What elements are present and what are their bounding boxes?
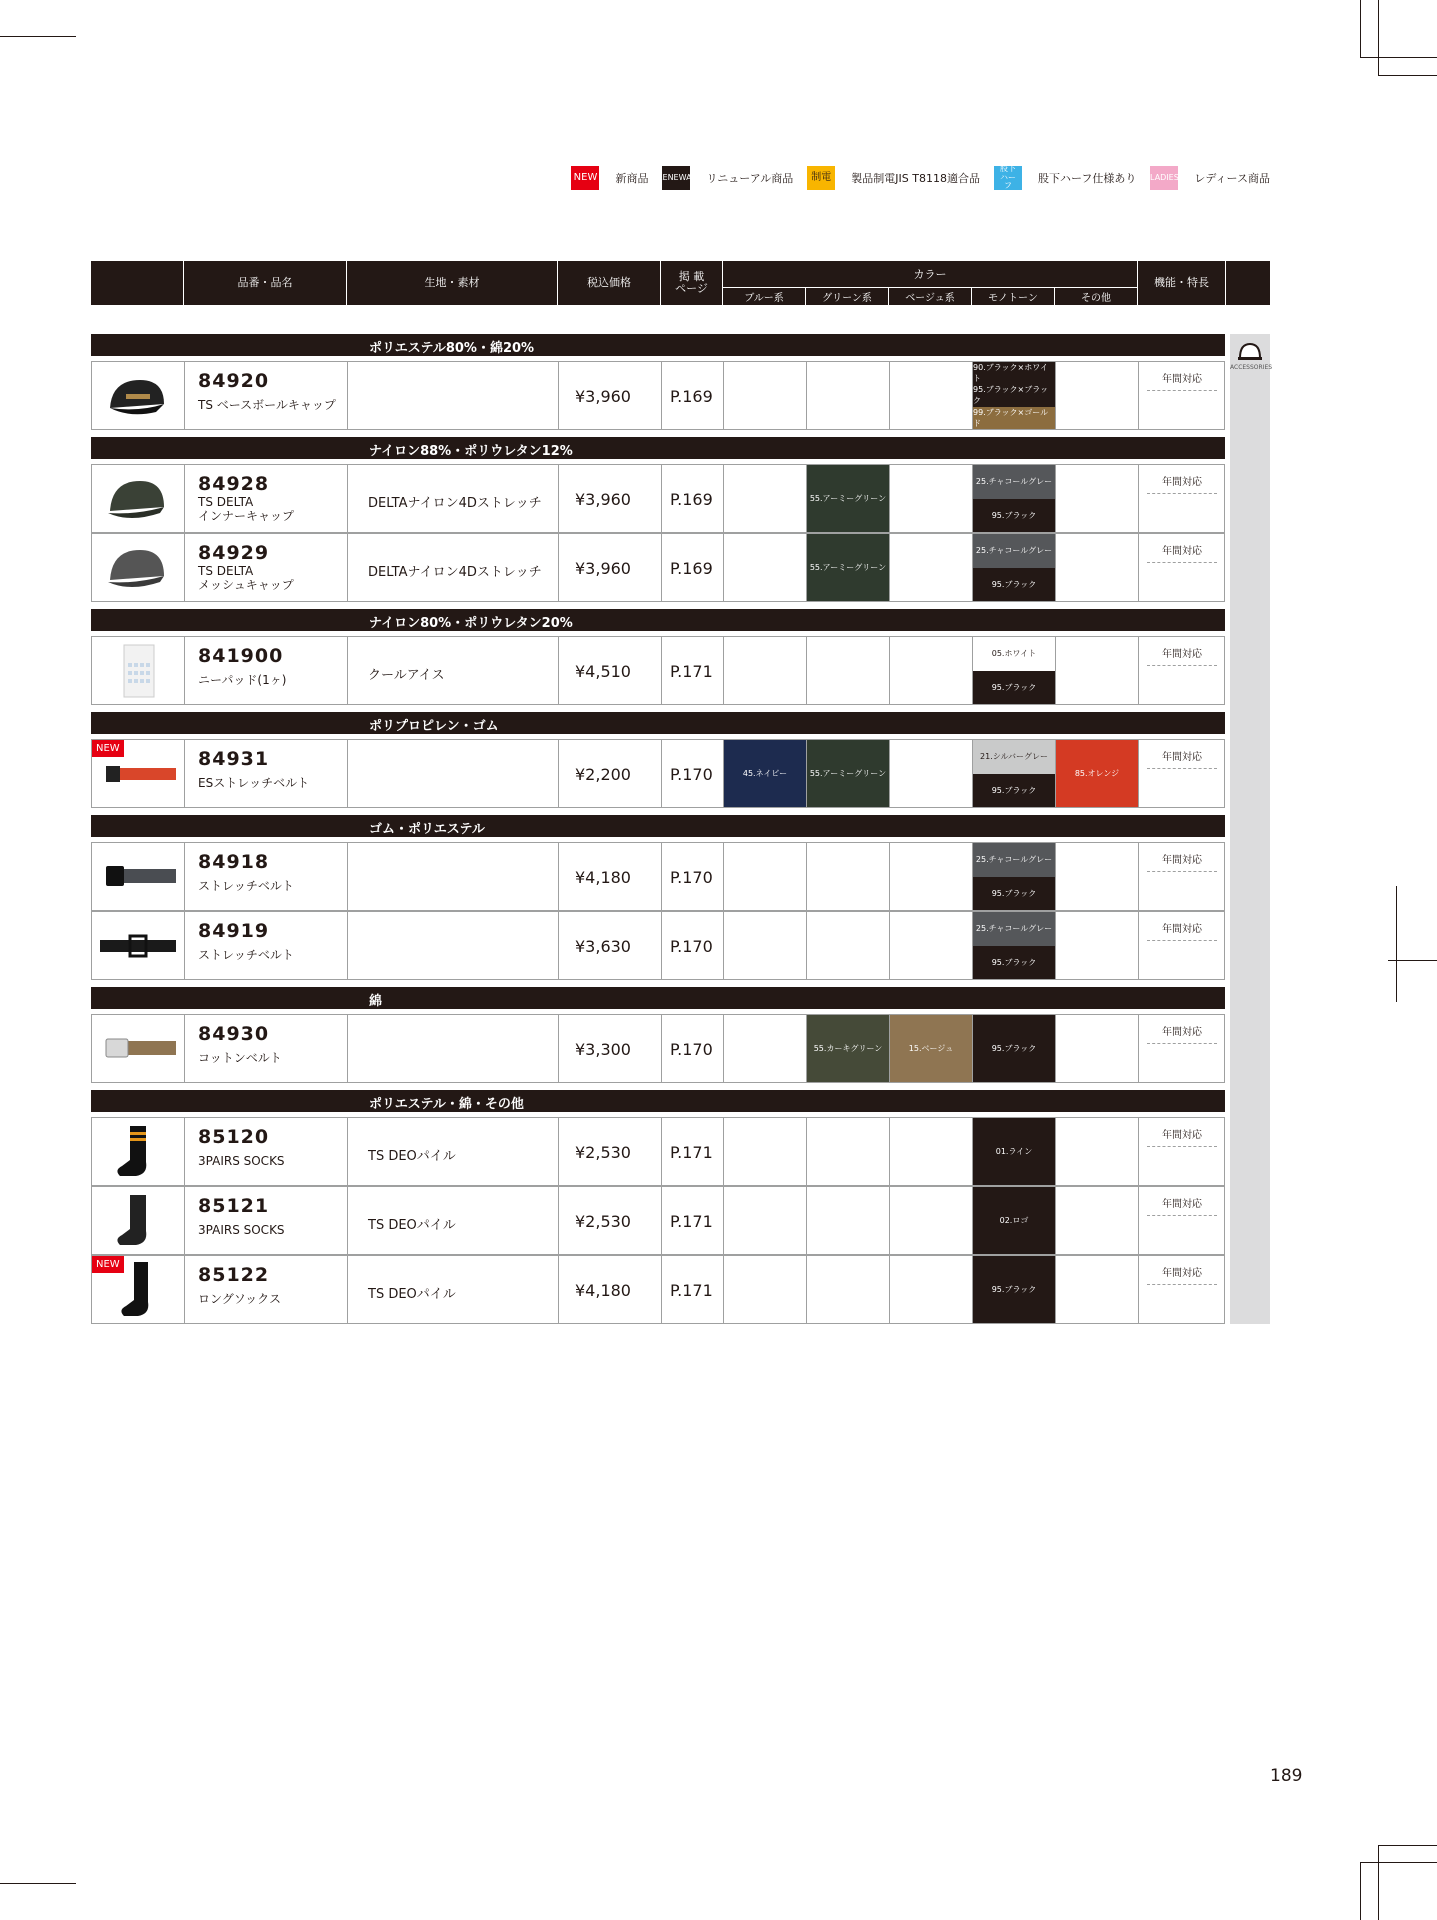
table-cell: [661, 912, 723, 979]
table-cell: [1138, 1118, 1226, 1185]
table-cell: [184, 1187, 347, 1254]
table-cell: [806, 1187, 889, 1254]
product-name: ストレッチベルト: [198, 948, 294, 962]
color-swatch: 90.ブラック×ホワイト: [973, 362, 1055, 384]
table-cell: [723, 843, 806, 910]
legend-item: [994, 166, 1136, 190]
table-cell: [1055, 465, 1138, 532]
table-cell: [723, 1015, 806, 1082]
table-cell: [347, 912, 558, 979]
legend-badge: LADIES: [1150, 166, 1178, 190]
table-cell: [1055, 362, 1138, 429]
product-feature: 年間対応: [1147, 370, 1217, 391]
product-code: 85122: [198, 1264, 270, 1286]
section-title: ポリプロピレン・ゴム: [369, 719, 499, 734]
table-cell: [184, 1015, 347, 1082]
product-price: ¥3,960: [575, 387, 631, 406]
product-code: 84920: [198, 370, 270, 392]
product-code: 841900: [198, 645, 284, 667]
table-cell: [92, 1256, 184, 1323]
legend-badge: NEW: [571, 166, 599, 190]
table-cell: [92, 465, 184, 532]
table-cell: [806, 1015, 889, 1082]
table-cell: [723, 534, 806, 601]
color-swatch: 25.チャコールグレー: [973, 912, 1055, 946]
legend: [557, 166, 1270, 190]
table-cell: [347, 637, 558, 704]
legend-item: [656, 166, 794, 190]
table-cell: [806, 362, 889, 429]
header-color: カラー: [722, 261, 1137, 287]
product-price: ¥2,530: [575, 1143, 631, 1162]
table-cell: [558, 1015, 661, 1082]
product-image: [100, 1021, 176, 1077]
product-code: 84919: [198, 920, 270, 942]
product-page: P.171: [670, 1212, 713, 1231]
crop-mark: [1360, 1862, 1437, 1863]
color-swatch: 01.ライン: [973, 1118, 1055, 1185]
table-cell: [889, 637, 972, 704]
product-page: P.170: [670, 765, 713, 784]
table-cell: [347, 362, 558, 429]
color-swatch: 95.ブラック: [973, 499, 1055, 533]
product-feature: 年間対応: [1147, 1264, 1217, 1285]
table-cell: [723, 637, 806, 704]
product-price: ¥4,180: [575, 868, 631, 887]
table-cell: [806, 465, 889, 532]
crop-mark: [1378, 1845, 1437, 1846]
table-cell: [723, 1187, 806, 1254]
product-price: ¥3,960: [575, 559, 631, 578]
product-price: ¥4,180: [575, 1281, 631, 1300]
product-feature: 年間対応: [1147, 473, 1217, 494]
cap-icon: [1238, 340, 1262, 362]
crop-mark: [1378, 75, 1437, 76]
table-cell: [723, 465, 806, 532]
table-cell: [889, 1118, 972, 1185]
product-price: ¥2,530: [575, 1212, 631, 1231]
table-cell: [184, 1118, 347, 1185]
product-image: [100, 1193, 176, 1249]
table-row: [91, 464, 1225, 533]
table-cell: [92, 1118, 184, 1185]
product-name: コットンベルト: [198, 1051, 282, 1065]
product-price: ¥3,300: [575, 1040, 631, 1059]
table-cell: [1138, 534, 1226, 601]
legend-label: 新商品: [615, 172, 649, 185]
table-cell: [723, 1118, 806, 1185]
color-swatch: 02.ロゴ: [973, 1187, 1055, 1254]
product-page: P.169: [670, 490, 713, 509]
crop-mark: [1360, 1862, 1361, 1920]
new-badge: NEW: [92, 1256, 124, 1273]
crop-mark: [0, 1883, 76, 1884]
header-color-mono: モノトーン: [971, 287, 1054, 305]
product-image: [100, 849, 176, 905]
table-cell: [347, 534, 558, 601]
table-cell: [558, 1256, 661, 1323]
table-cell: [347, 740, 558, 807]
table-cell: [1138, 1256, 1226, 1323]
product-code: 85120: [198, 1126, 270, 1148]
color-swatch: 95.ブラック: [973, 671, 1055, 705]
table-row: [91, 1255, 1225, 1324]
color-swatch: 25.チャコールグレー: [973, 534, 1055, 568]
product-feature: 年間対応: [1147, 542, 1217, 563]
color-swatch: 45.ネイビー: [724, 740, 806, 807]
table-cell: [1138, 1187, 1226, 1254]
color-swatch: 95.ブラック: [973, 877, 1055, 911]
sidebar-label: ACCESSORIES: [1230, 364, 1273, 371]
table-cell: [972, 1015, 1055, 1082]
header-end-col: [1225, 261, 1270, 305]
table-cell: [347, 1015, 558, 1082]
product-name: 3PAIRS SOCKS: [198, 1223, 285, 1237]
crop-mark: [1360, 0, 1361, 58]
table-cell: [1055, 1187, 1138, 1254]
crop-mark: [1396, 886, 1397, 1002]
table-cell: [889, 362, 972, 429]
table-cell: [1138, 740, 1226, 807]
product-code: 84929: [198, 542, 270, 564]
table-cell: [1055, 637, 1138, 704]
table-cell: [972, 637, 1055, 704]
product-page: P.170: [670, 868, 713, 887]
color-swatch: 95.ブラック: [973, 568, 1055, 602]
table-cell: [1055, 912, 1138, 979]
header-color-green: グリーン系: [805, 287, 888, 305]
table-cell: [661, 534, 723, 601]
table-cell: [889, 465, 972, 532]
product-name: ニーパッド(1ヶ): [198, 673, 287, 687]
header-color-beige: ベージュ系: [888, 287, 971, 305]
table-cell: [558, 1187, 661, 1254]
table-cell: [347, 465, 558, 532]
product-page: P.170: [670, 1040, 713, 1059]
table-cell: [661, 1015, 723, 1082]
table-row: [91, 739, 1225, 808]
table-cell: [972, 843, 1055, 910]
table-cell: [92, 740, 184, 807]
table-cell: [92, 1187, 184, 1254]
table-cell: [723, 1256, 806, 1323]
header-feature: 機能・特長: [1137, 261, 1225, 305]
table-cell: [661, 637, 723, 704]
header-image-col: [91, 261, 183, 305]
table-cell: [806, 740, 889, 807]
color-swatch: 25.チャコールグレー: [973, 465, 1055, 499]
color-swatch: 95.ブラック: [973, 774, 1055, 808]
section-header: [91, 334, 1225, 356]
legend-item: [1150, 166, 1270, 190]
section-title: 綿: [369, 994, 383, 1009]
table-cell: [92, 534, 184, 601]
section-header: [91, 1090, 1225, 1112]
crop-mark: [0, 36, 76, 37]
section-header: [91, 987, 1225, 1009]
table-cell: [889, 1187, 972, 1254]
product-page: P.169: [670, 559, 713, 578]
table-cell: [184, 465, 347, 532]
table-cell: [889, 740, 972, 807]
table-cell: [972, 912, 1055, 979]
product-page: P.170: [670, 937, 713, 956]
table-cell: [806, 912, 889, 979]
crop-mark: [1378, 0, 1379, 76]
header-page: 掲 載 ページ: [660, 261, 722, 305]
section-header: [91, 437, 1225, 459]
product-feature: 年間対応: [1147, 1023, 1217, 1044]
product-code: 85121: [198, 1195, 270, 1217]
legend-label: レディース商品: [1194, 172, 1270, 185]
color-swatch: 85.オレンジ: [1056, 740, 1138, 807]
table-cell: [1138, 843, 1226, 910]
table-cell: [184, 1256, 347, 1323]
table-row: [91, 1117, 1225, 1186]
crop-mark: [1378, 1845, 1379, 1920]
table-cell: [723, 362, 806, 429]
table-cell: [558, 1118, 661, 1185]
table-cell: [972, 362, 1055, 429]
color-swatch: 99.ブラック×ゴールド: [973, 407, 1055, 429]
table-cell: [184, 843, 347, 910]
table-cell: [347, 843, 558, 910]
product-price: ¥3,630: [575, 937, 631, 956]
product-feature: 年間対応: [1147, 920, 1217, 941]
product-material: TS DEOパイル: [368, 1149, 456, 1164]
table-cell: [92, 362, 184, 429]
table-row: [91, 1186, 1225, 1255]
section-title: ポリエステル80%・綿20%: [369, 341, 535, 356]
color-swatch: 55.カーキグリーン: [807, 1015, 889, 1082]
table-cell: [558, 465, 661, 532]
product-image: [100, 1124, 176, 1180]
color-swatch: 95.ブラック: [973, 946, 1055, 980]
product-name: ストレッチベルト: [198, 879, 294, 893]
table-cell: [92, 843, 184, 910]
table-cell: [661, 843, 723, 910]
table-row: [91, 911, 1225, 980]
product-name: ロングソックス: [198, 1292, 282, 1306]
table-cell: [558, 740, 661, 807]
legend-label: リニューアル商品: [706, 172, 794, 185]
product-name: TS ベースボールキャップ: [198, 398, 336, 412]
section-title: ポリエステル・綿・その他: [369, 1097, 524, 1112]
crop-mark: [1360, 57, 1437, 58]
table-cell: [661, 465, 723, 532]
header-color-other: その他: [1054, 287, 1137, 305]
legend-item: [807, 166, 980, 190]
table-cell: [184, 912, 347, 979]
table-cell: [184, 637, 347, 704]
product-image: [100, 368, 176, 424]
product-name: 3PAIRS SOCKS: [198, 1154, 285, 1168]
product-image: [100, 918, 176, 974]
product-name: ESストレッチベルト: [198, 776, 310, 790]
product-image: [100, 471, 176, 527]
header-code-name: 品番・品名: [183, 261, 346, 305]
table-cell: [972, 1118, 1055, 1185]
table-cell: [972, 1187, 1055, 1254]
product-price: ¥2,200: [575, 765, 631, 784]
table-cell: [723, 740, 806, 807]
product-price: ¥3,960: [575, 490, 631, 509]
section-title: ナイロン88%・ポリウレタン12%: [369, 444, 573, 459]
legend-badge: 制電: [807, 166, 835, 190]
legend-item: [571, 166, 648, 190]
table-cell: [972, 740, 1055, 807]
color-swatch: 55.アーミーグリーン: [807, 740, 889, 807]
table-cell: [1138, 1015, 1226, 1082]
table-cell: [889, 534, 972, 601]
table-cell: [806, 1256, 889, 1323]
legend-badge: 股下ハーフ: [994, 166, 1022, 190]
table-header: [91, 261, 1270, 305]
section-header: [91, 609, 1225, 631]
table-cell: [1055, 1015, 1138, 1082]
table-cell: [92, 1015, 184, 1082]
color-swatch: 55.アーミーグリーン: [807, 465, 889, 532]
header-price: 税込価格: [557, 261, 660, 305]
table-cell: [889, 1015, 972, 1082]
table-cell: [558, 362, 661, 429]
table-cell: [972, 1256, 1055, 1323]
table-row: [91, 361, 1225, 430]
table-cell: [184, 534, 347, 601]
table-cell: [889, 1256, 972, 1323]
product-feature: 年間対応: [1147, 1126, 1217, 1147]
product-page: P.171: [670, 662, 713, 681]
table-cell: [1138, 637, 1226, 704]
header-material: 生地・素材: [346, 261, 557, 305]
table-cell: [972, 534, 1055, 601]
table-cell: [661, 1256, 723, 1323]
table-cell: [1138, 362, 1226, 429]
table-cell: [1055, 534, 1138, 601]
table-cell: [347, 1187, 558, 1254]
table-cell: [661, 362, 723, 429]
table-cell: [806, 534, 889, 601]
table-cell: [92, 637, 184, 704]
product-material: TS DEOパイル: [368, 1287, 456, 1302]
table-cell: [92, 912, 184, 979]
table-cell: [889, 843, 972, 910]
table-cell: [347, 1118, 558, 1185]
legend-label: 製品制電JIS T8118適合品: [851, 172, 980, 185]
table-cell: [184, 362, 347, 429]
section-title: ゴム・ポリエステル: [369, 822, 485, 837]
table-cell: [558, 912, 661, 979]
legend-badge: RENEWAL: [662, 166, 690, 190]
page-number: 189: [1270, 1766, 1303, 1786]
product-material: クールアイス: [368, 668, 445, 683]
product-feature: 年間対応: [1147, 748, 1217, 769]
section-header: [91, 712, 1225, 734]
table-row: [91, 842, 1225, 911]
product-code: 84930: [198, 1023, 270, 1045]
product-feature: 年間対応: [1147, 1195, 1217, 1216]
color-swatch: 05.ホワイト: [973, 637, 1055, 671]
product-page: P.169: [670, 387, 713, 406]
table-cell: [972, 465, 1055, 532]
table-cell: [1138, 912, 1226, 979]
product-feature: 年間対応: [1147, 851, 1217, 872]
product-material: DELTAナイロン4Dストレッチ: [368, 565, 542, 580]
color-swatch: 95.ブラック: [973, 1015, 1055, 1082]
table-row: [91, 636, 1225, 705]
table-row: [91, 1014, 1225, 1083]
table-cell: [558, 534, 661, 601]
table-cell: [1055, 843, 1138, 910]
new-badge: NEW: [92, 740, 124, 757]
table-cell: [1055, 1256, 1138, 1323]
legend-label: 股下ハーフ仕様あり: [1037, 172, 1137, 185]
product-image: [100, 643, 176, 699]
color-swatch: 15.ベージュ: [890, 1015, 972, 1082]
table-cell: [184, 740, 347, 807]
product-code: 84928: [198, 473, 270, 495]
product-image: [100, 540, 176, 596]
table-cell: [347, 1256, 558, 1323]
color-swatch: 95.ブラック×ブラック: [973, 384, 1055, 406]
table-cell: [558, 637, 661, 704]
table-cell: [806, 1118, 889, 1185]
color-swatch: 25.チャコールグレー: [973, 843, 1055, 877]
table-cell: [661, 1118, 723, 1185]
color-swatch: 95.ブラック: [973, 1256, 1055, 1323]
color-swatch: 21.シルバーグレー: [973, 740, 1055, 774]
product-name: TS DELTA インナーキャップ: [198, 495, 295, 523]
table-cell: [558, 843, 661, 910]
table-cell: [661, 1187, 723, 1254]
product-material: DELTAナイロン4Dストレッチ: [368, 496, 542, 511]
product-price: ¥4,510: [575, 662, 631, 681]
product-page: P.171: [670, 1143, 713, 1162]
product-page: P.171: [670, 1281, 713, 1300]
product-feature: 年間対応: [1147, 645, 1217, 666]
color-swatch: 55.アーミーグリーン: [807, 534, 889, 601]
section-title: ナイロン80%・ポリウレタン20%: [369, 616, 573, 631]
product-material: TS DEOパイル: [368, 1218, 456, 1233]
crop-mark: [1388, 960, 1437, 961]
accessories-sidebar: [1230, 334, 1273, 1324]
header-color-blue: ブルー系: [722, 287, 805, 305]
table-row: [91, 533, 1225, 602]
table-cell: [1055, 1118, 1138, 1185]
table-cell: [723, 912, 806, 979]
product-code: 84931: [198, 748, 270, 770]
table-cell: [806, 637, 889, 704]
section-header: [91, 815, 1225, 837]
table-cell: [1055, 740, 1138, 807]
table-cell: [1138, 465, 1226, 532]
table-cell: [889, 912, 972, 979]
product-code: 84918: [198, 851, 270, 873]
table-cell: [806, 843, 889, 910]
table-cell: [661, 740, 723, 807]
product-name: TS DELTA メッシュキャップ: [198, 564, 294, 592]
